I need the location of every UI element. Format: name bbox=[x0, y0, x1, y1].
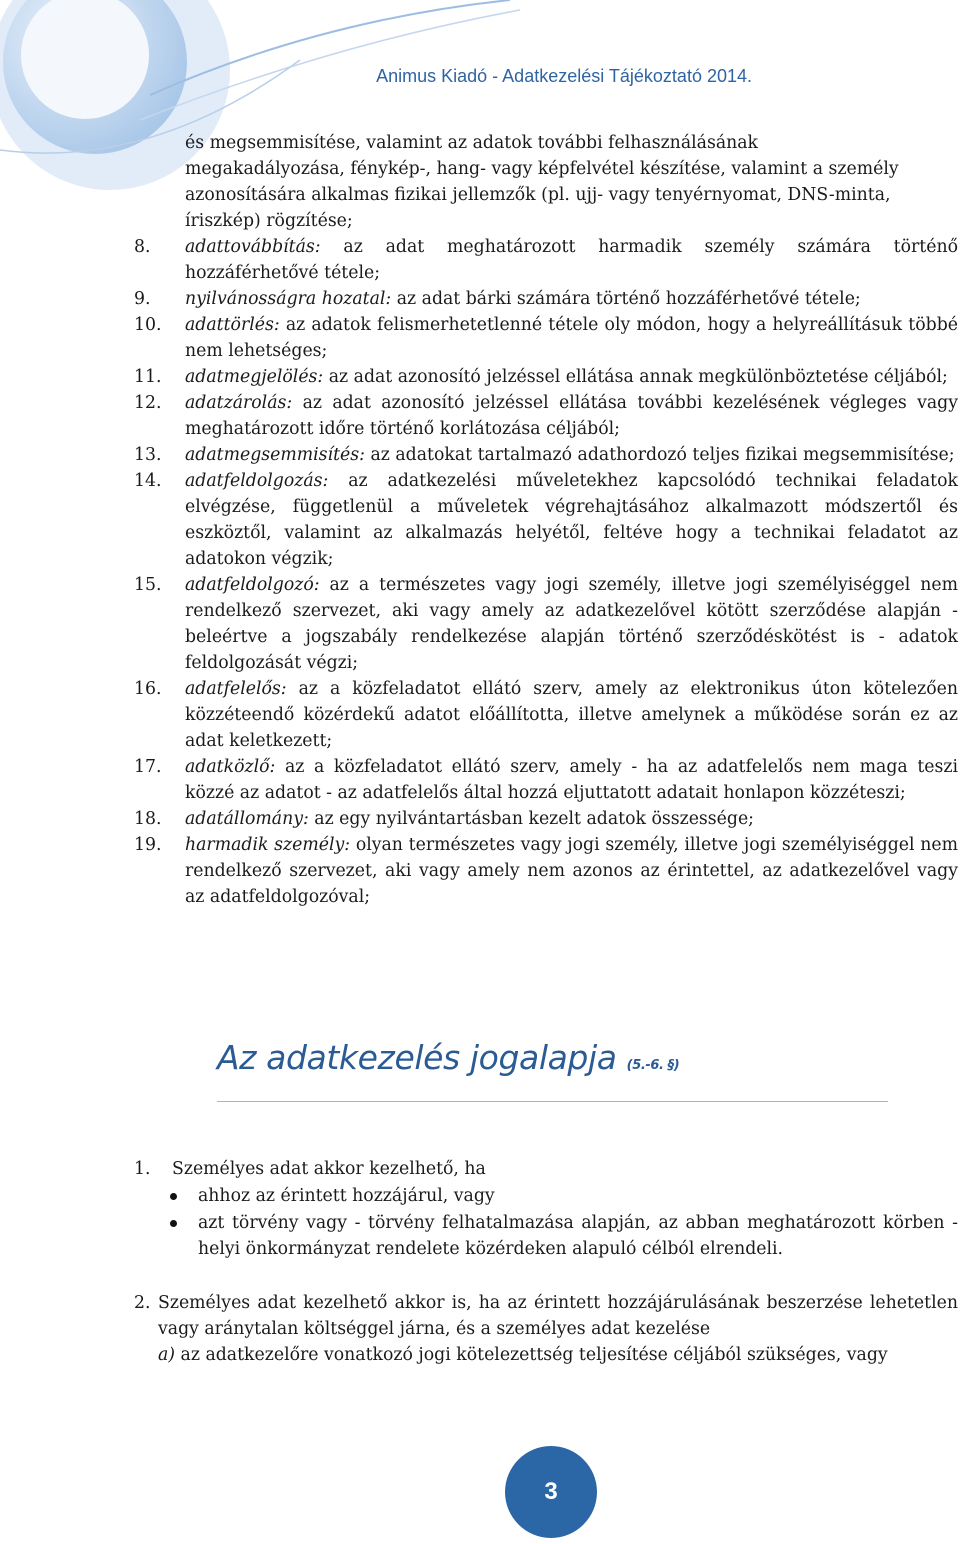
item-term: adatközlő: bbox=[185, 757, 276, 777]
item-number: 14. bbox=[134, 471, 162, 491]
list-item bbox=[134, 832, 958, 910]
item-number: 10. bbox=[134, 315, 162, 335]
item-text: az adat meghatározott harmadik személy számára történő hozzáférhetővé tétele; bbox=[185, 237, 958, 283]
definitions-list bbox=[134, 130, 958, 910]
intro-line: megakadályozása, fénykép-, hang- vagy képfelvétel készítése, valamint a személy bbox=[185, 159, 899, 179]
item-number: 17. bbox=[134, 757, 162, 777]
item-text: az adat azonosító jelzéssel ellátása további kezelésének végleges vagy meghatározott időre történő korlátozása céljából; bbox=[185, 393, 958, 439]
section-heading bbox=[217, 1038, 679, 1077]
paragraph-text: Személyes adat akkor kezelhető, ha bbox=[172, 1159, 486, 1179]
item-text: az adatkezelési műveletekhez kapcsolódó technikai feladatok elvégzése, függetlenül a műveletek végrehajtásához alkalmazott módszertől és eszköztől, valamint az alkalmazás helyétől, feltéve hogy a technikai feladatot az adatokon végzik; bbox=[185, 471, 958, 569]
item-number: 9. bbox=[134, 289, 151, 309]
list-item bbox=[134, 754, 958, 806]
item-term: adatmegjelölés: bbox=[185, 367, 324, 387]
sub-label: a) bbox=[158, 1345, 176, 1365]
intro-continuation bbox=[134, 130, 958, 234]
item-text: az a természetes vagy jogi személy, illetve jogi személyiséggel nem rendelkező szervezet, aki vagy amely az adatkezelővel kötött szerződése alapján - beleértve a jogszabály rendelkezése alapján történő szerződéskötést is - adatok feldolgozását végzi; bbox=[185, 575, 958, 673]
section-heading-text: Az adatkezelés jogalapja bbox=[217, 1038, 617, 1077]
intro-line: és megsemmisítése, valamint az adatok további felhasználásának bbox=[185, 133, 759, 153]
item-number: 11. bbox=[134, 367, 162, 387]
item-term: adatfelelős: bbox=[185, 679, 287, 699]
bullet-icon bbox=[170, 1193, 177, 1200]
item-term: adatmegsemmisítés: bbox=[185, 445, 365, 465]
page-header bbox=[0, 66, 960, 96]
list-item bbox=[134, 572, 958, 676]
paragraph-text: Személyes adat kezelhető akkor is, ha az érintett hozzájárulásának beszerzése lehetetlen vagy aránytalan költséggel járna, és a személyes adat kezelése bbox=[158, 1293, 958, 1339]
list-item bbox=[134, 286, 958, 312]
item-term: adatfeldolgozó: bbox=[185, 575, 320, 595]
item-text: az a közfeladatot ellátó szerv, amely az elektronikus úton kötelezően közzéteendő közérdekű adatot előállította, illetve amelynek a működése során ez az adat keletkezett; bbox=[185, 679, 958, 751]
bullet-item bbox=[134, 1210, 958, 1262]
header-title: Animus Kiadó - Adatkezelési Tájékoztató 2014. bbox=[376, 66, 752, 86]
item-term: adatzárolás: bbox=[185, 393, 293, 413]
item-text: olyan természetes vagy jogi személy, illetve jogi személyiséggel nem rendelkező szervezet, aki vagy amely nem azonos az érintettel, az adatkezelővel vagy az adatfeldolgozóval; bbox=[185, 835, 958, 907]
item-text: az a közfeladatot ellátó szerv, amely - ha az adatfelelős nem maga teszi közzé az adatot - az adatfelelős által hozzá eljuttatott adatait honlapon közzéteszi; bbox=[185, 757, 958, 803]
item-number: 19. bbox=[134, 835, 162, 855]
list-item bbox=[134, 390, 958, 442]
bullet-text: azt törvény vagy - törvény felhatalmazása alapján, az abban meghatározott körben - helyi önkormányzat rendelete közérdeken alapuló célból elrendeli. bbox=[198, 1213, 958, 1259]
list-item bbox=[134, 312, 958, 364]
item-number: 12. bbox=[134, 393, 162, 413]
item-text: az adat bárki számára történő hozzáférhetővé tétele; bbox=[391, 289, 861, 309]
paragraph-body bbox=[134, 1290, 958, 1368]
sub-text: az adatkezelőre vonatkozó jogi kötelezettség teljesítése céljából szükséges, vagy bbox=[175, 1345, 888, 1365]
item-term: nyilvánosságra hozatal: bbox=[185, 289, 392, 309]
paragraph-1-line bbox=[134, 1156, 958, 1182]
item-term: adattovábbítás: bbox=[185, 237, 321, 257]
section-paragraph-1 bbox=[134, 1156, 958, 1262]
paragraph-number: 1. bbox=[134, 1159, 151, 1179]
bullet-icon bbox=[170, 1220, 177, 1227]
list-item bbox=[134, 442, 958, 468]
list-item bbox=[134, 468, 958, 572]
bullet-text: ahhoz az érintett hozzájárul, vagy bbox=[198, 1186, 495, 1206]
page-number-badge bbox=[505, 1446, 597, 1538]
item-term: adatállomány: bbox=[185, 809, 309, 829]
item-number: 13. bbox=[134, 445, 162, 465]
list-item bbox=[134, 676, 958, 754]
item-term: adattörlés: bbox=[185, 315, 280, 335]
item-term: harmadik személy: bbox=[185, 835, 351, 855]
item-number: 18. bbox=[134, 809, 162, 829]
page-number: 3 bbox=[544, 1478, 558, 1505]
section-heading-ref: (5.-6. §) bbox=[626, 1058, 680, 1073]
intro-line: azonosítására alkalmas fizikai jellemzők (pl. ujj- vagy tenyérnyomat, DNS-minta, bbox=[185, 185, 891, 205]
item-text: az egy nyilvántartásban kezelt adatok összessége; bbox=[308, 809, 755, 829]
item-term: adatfeldolgozás: bbox=[185, 471, 329, 491]
item-number: 16. bbox=[134, 679, 162, 699]
bullet-item bbox=[134, 1183, 958, 1209]
list-item bbox=[134, 806, 958, 832]
item-number: 15. bbox=[134, 575, 162, 595]
item-number: 8. bbox=[134, 237, 151, 257]
list-item bbox=[134, 364, 958, 390]
heading-divider bbox=[217, 1101, 888, 1102]
item-text: az adatok felismerhetetlenné tétele oly módon, hogy a helyreállításuk többé nem lehetséges; bbox=[185, 315, 958, 361]
item-text: az adat azonosító jelzéssel ellátása annak megkülönböztetése céljából; bbox=[323, 367, 948, 387]
list-item bbox=[134, 234, 958, 286]
item-text: az adatokat tartalmazó adathordozó teljes fizikai megsemmisítése; bbox=[364, 445, 955, 465]
section-paragraph-2 bbox=[134, 1290, 958, 1368]
paragraph-number: 2. bbox=[134, 1293, 151, 1313]
intro-line: íriszkép) rögzítése; bbox=[185, 211, 353, 231]
